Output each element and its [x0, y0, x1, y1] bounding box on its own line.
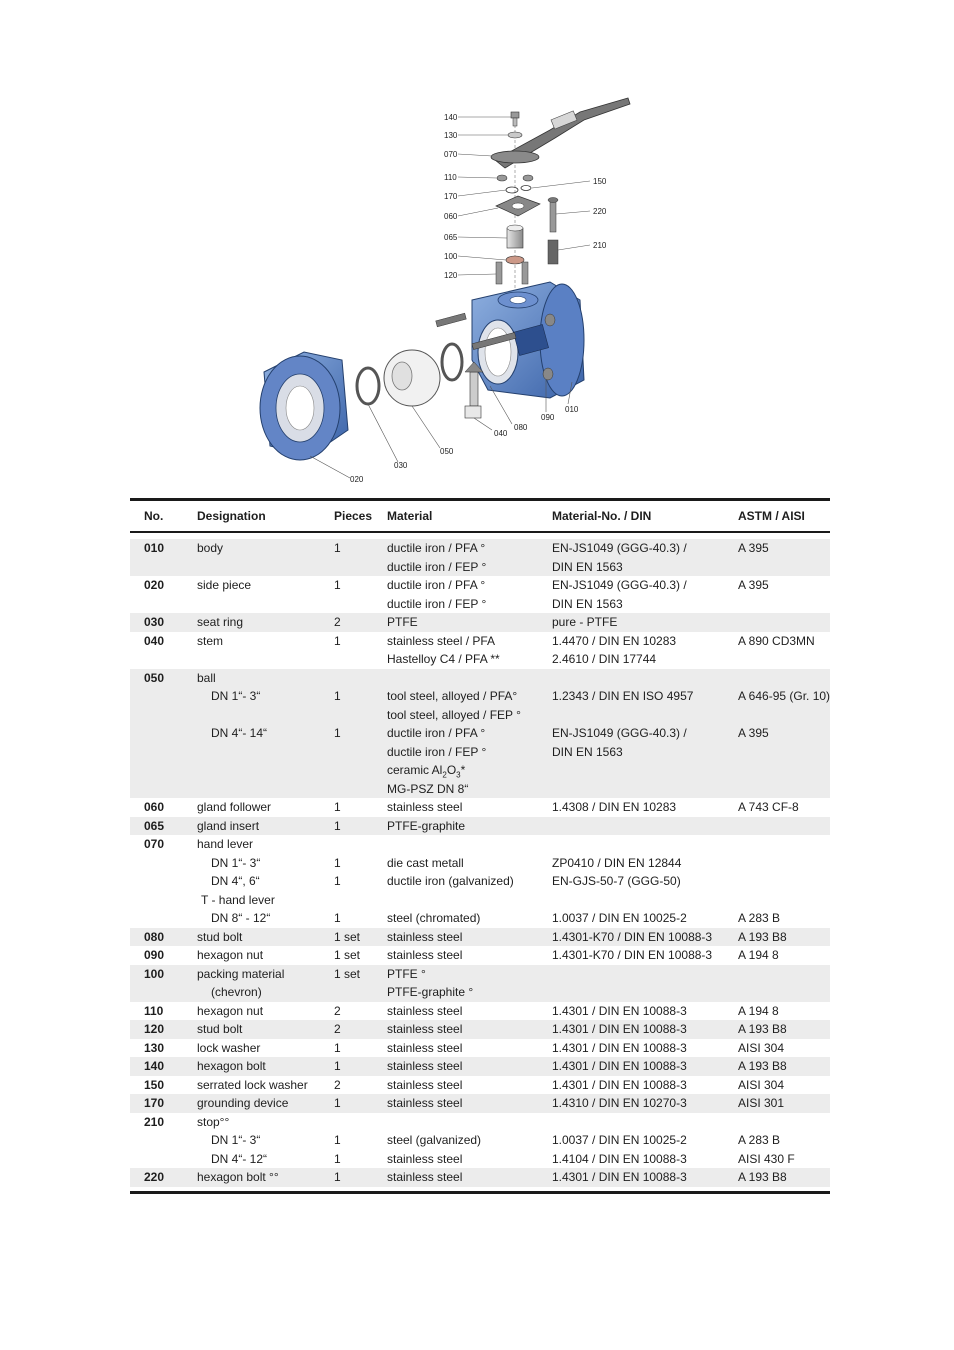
cell-astm-aisi — [738, 669, 830, 688]
cell-pieces: 1 — [334, 855, 341, 870]
callout-label: 130 — [444, 131, 458, 140]
cell-designation: serrated lock washer — [197, 1077, 308, 1092]
cell-material: stainless steel — [387, 1151, 463, 1166]
cell-designation — [197, 780, 334, 799]
callout-label: 040 — [494, 429, 508, 438]
cell-designation: hand lever — [197, 837, 254, 851]
cell-material: PTFE ° — [387, 966, 426, 981]
cell-designation: gland follower — [197, 800, 272, 814]
cell-designation: stud bolt — [197, 1022, 243, 1036]
cell-astm-aisi — [738, 1113, 830, 1132]
cell-material: stainless steel — [387, 929, 463, 944]
cell-material: steel (chromated) — [387, 911, 481, 925]
cell-designation: hexagon bolt °° — [197, 1170, 279, 1184]
cell-designation: packing material — [197, 966, 285, 981]
cell-material: ductile iron (galvanized) — [387, 874, 514, 888]
cell-designation: DN 1“- 3“ — [211, 855, 261, 870]
cell-material-no-din: DIN EN 1563 — [552, 596, 623, 611]
cell-material-no-din — [552, 817, 738, 836]
cell-no: 020 — [144, 578, 165, 592]
cell-material-no-din: EN-GJS-50-7 (GGG-50) — [552, 874, 681, 888]
cell-material-no-din: 1.4301 / DIN EN 10088-3 — [552, 1040, 687, 1055]
cell-astm-aisi: A 283 B — [738, 911, 781, 925]
cell-material: tool steel, alloyed / PFA° — [387, 689, 518, 703]
callout-label: 100 — [444, 252, 458, 261]
cell-designation — [197, 761, 334, 780]
cell-pieces — [334, 743, 387, 762]
cell-no: 100 — [144, 966, 165, 981]
cell-pieces: 1 — [334, 726, 341, 740]
cell-material: PTFE-graphite — [387, 818, 466, 833]
header-designation: Designation — [197, 509, 266, 523]
cell-astm-aisi — [738, 854, 830, 873]
header-astm-aisi: ASTM / AISI — [738, 509, 805, 523]
cell-pieces: 1 — [334, 874, 341, 888]
cell-astm-aisi: AISI 430 F — [738, 1151, 795, 1166]
cell-astm-aisi — [738, 613, 830, 632]
table-row — [130, 1076, 830, 1095]
cell-material-no-din — [552, 891, 738, 910]
cell-astm-aisi — [738, 983, 830, 1002]
cell-designation: ball — [197, 670, 216, 685]
table-row — [130, 946, 830, 965]
cell-material-no-din — [552, 1113, 738, 1132]
cell-astm-aisi: AISI 301 — [738, 1096, 785, 1110]
cell-astm-aisi — [738, 965, 830, 984]
cell-astm-aisi — [738, 706, 830, 725]
cell-material-no-din: 1.4301-K70 / DIN EN 10088-3 — [552, 929, 713, 944]
cell-material-no-din: 1.0037 / DIN EN 10025-2 — [552, 1133, 687, 1147]
cell-no: 030 — [144, 615, 165, 629]
cell-material-no-din: EN-JS1049 (GGG-40.3) / — [552, 726, 687, 740]
table-row — [130, 669, 830, 799]
cell-material-no-din: ZP0410 / DIN EN 12844 — [552, 855, 682, 870]
cell-pieces: 1 — [334, 1151, 341, 1166]
cell-pieces — [334, 983, 387, 1002]
table-row — [130, 928, 830, 947]
cell-material: steel (galvanized) — [387, 1133, 482, 1147]
cell-no: 220 — [144, 1170, 165, 1184]
cell-pieces — [334, 595, 387, 614]
cell-pieces: 1 — [334, 1096, 341, 1110]
cell-astm-aisi: AISI 304 — [738, 1040, 785, 1055]
cell-material-no-din — [552, 983, 738, 1002]
cell-pieces: 1 — [334, 578, 341, 592]
cell-pieces: 2 — [334, 1077, 341, 1092]
cell-pieces: 1 set — [334, 948, 361, 962]
cell-designation: DN 1“- 3“ — [211, 1133, 261, 1147]
cell-pieces — [334, 669, 387, 688]
cell-designation: grounding device — [197, 1096, 289, 1110]
cell-pieces — [334, 650, 387, 669]
callout-label: 065 — [444, 233, 458, 242]
cell-material — [387, 891, 552, 910]
header-material-no-din: Material-No. / DIN — [552, 509, 652, 523]
cell-material: stainless steel — [387, 1059, 463, 1073]
callout-label: 140 — [444, 113, 458, 122]
callout-label: 170 — [444, 192, 458, 201]
cell-material-no-din: DIN EN 1563 — [552, 744, 623, 759]
callout-label: 090 — [541, 413, 555, 422]
cell-astm-aisi: A 395 — [738, 541, 769, 555]
table-row — [130, 835, 830, 928]
cell-material: ductile iron / PFA ° — [387, 578, 486, 592]
cell-pieces: 1 — [334, 1059, 341, 1073]
cell-pieces: 1 — [334, 1133, 341, 1147]
cell-astm-aisi — [738, 558, 830, 577]
cell-material — [387, 835, 552, 854]
cell-pieces: 2 — [334, 1022, 341, 1036]
callout-label: 080 — [514, 423, 528, 432]
cell-designation: DN 4“- 14“ — [211, 726, 268, 740]
cell-astm-aisi: A 646-95 (Gr. 10) — [738, 689, 831, 703]
cell-material: stainless steel — [387, 800, 463, 814]
cell-designation: DN 4“- 12“ — [211, 1151, 268, 1166]
cell-no: 150 — [144, 1077, 165, 1092]
cell-material: ductile iron / FEP ° — [387, 744, 487, 759]
cell-material-no-din: EN-JS1049 (GGG-40.3) / — [552, 541, 687, 555]
cell-material: PTFE — [387, 615, 418, 629]
table-header — [130, 501, 830, 533]
cell-no: 110 — [144, 1003, 164, 1018]
cell-pieces: 1 — [334, 1170, 341, 1184]
cell-pieces: 1 — [334, 1040, 341, 1055]
cell-designation: DN 8“ - 12“ — [211, 911, 271, 925]
table-row — [130, 1002, 830, 1021]
table-row — [130, 798, 830, 817]
cell-pieces: 1 — [334, 800, 341, 814]
cell-no: 120 — [144, 1022, 165, 1036]
cell-material: tool steel, alloyed / FEP ° — [387, 707, 521, 722]
table-row — [130, 632, 830, 669]
cell-no: 010 — [144, 541, 165, 555]
exploded-view-drawing — [250, 90, 670, 482]
cell-material: stainless steel / PFA — [387, 633, 496, 648]
cell-material-no-din: 2.4610 / DIN 17744 — [552, 652, 657, 666]
table-row — [130, 1057, 830, 1076]
cell-material-no-din: 1.4310 / DIN EN 10270-3 — [552, 1096, 687, 1110]
cell-material: stainless steel — [387, 1022, 463, 1036]
cell-designation: DN 4“, 6“ — [211, 874, 260, 888]
cell-designation — [197, 650, 334, 669]
cell-no: 140 — [144, 1059, 165, 1073]
cell-material: MG-PSZ DN 8“ — [387, 781, 469, 796]
cell-material: Hastelloy C4 / PFA ** — [387, 652, 500, 666]
cell-material: stainless steel — [387, 948, 463, 962]
cell-designation: stop°° — [197, 1114, 230, 1129]
cell-pieces: 1 — [334, 911, 341, 925]
cell-pieces — [334, 780, 387, 799]
parts-list-table — [130, 498, 830, 1194]
cell-designation: hexagon bolt — [197, 1059, 266, 1073]
table-row — [130, 539, 830, 576]
cell-material-no-din: 1.2343 / DIN EN ISO 4957 — [552, 689, 694, 703]
cell-material-no-din — [552, 835, 738, 854]
cell-astm-aisi: A 194 8 — [738, 948, 779, 962]
cell-no: 170 — [144, 1096, 165, 1110]
cell-material-no-din: pure - PTFE — [552, 615, 618, 629]
cell-pieces — [334, 706, 387, 725]
cell-astm-aisi — [738, 835, 830, 854]
callout-label: 020 — [350, 475, 364, 482]
cell-material: ductile iron / PFA ° — [387, 541, 486, 555]
cell-astm-aisi: A 395 — [738, 578, 769, 592]
cell-no: 065 — [144, 818, 165, 833]
cell-pieces — [334, 761, 387, 780]
cell-material-no-din: 1.4470 / DIN EN 10283 — [552, 633, 677, 648]
callout-label: 060 — [444, 212, 458, 221]
cell-material-no-din: 1.4308 / DIN EN 10283 — [552, 800, 677, 814]
cell-material-no-din: 1.4301 / DIN EN 10088-3 — [552, 1003, 687, 1018]
callout-label: 110 — [444, 173, 457, 182]
cell-astm-aisi — [738, 817, 830, 836]
cell-astm-aisi — [738, 891, 830, 910]
cell-material — [387, 1113, 552, 1132]
callout-label: 010 — [565, 405, 579, 414]
cell-material-no-din — [552, 761, 738, 780]
cell-no: 090 — [144, 948, 165, 962]
cell-no: 210 — [144, 1114, 165, 1129]
cell-material-no-din — [552, 780, 738, 799]
cell-material-no-din — [552, 706, 738, 725]
cell-astm-aisi: A 743 CF-8 — [738, 800, 799, 814]
header-no: No. — [144, 509, 164, 523]
cell-material: stainless steel — [387, 1077, 463, 1092]
valve-exploded-illustration — [250, 90, 670, 482]
cell-astm-aisi — [738, 761, 830, 780]
cell-material — [387, 669, 552, 688]
cell-no: 060 — [144, 800, 165, 814]
cell-material-no-din: 1.4301 / DIN EN 10088-3 — [552, 1077, 687, 1092]
cell-astm-aisi: A 890 CD3MN — [738, 633, 815, 648]
cell-material-no-din: 1.0037 / DIN EN 10025-2 — [552, 911, 687, 925]
cell-astm-aisi: A 193 B8 — [738, 1170, 787, 1184]
cell-designation — [197, 595, 334, 614]
cell-no: 130 — [144, 1040, 165, 1055]
cell-material-no-din: 1.4104 / DIN EN 10088-3 — [552, 1151, 687, 1166]
table-row — [130, 965, 830, 1002]
cell-material: ductile iron / PFA ° — [387, 726, 486, 740]
table-row — [130, 1094, 830, 1113]
callout-label: 150 — [593, 177, 607, 186]
cell-material-no-din: 1.4301 / DIN EN 10088-3 — [552, 1022, 687, 1036]
cell-material: ductile iron / FEP ° — [387, 596, 487, 611]
cell-material: stainless steel — [387, 1170, 463, 1184]
cell-pieces: 1 — [334, 633, 341, 648]
cell-no: 040 — [144, 633, 165, 648]
cell-designation: side piece — [197, 578, 252, 592]
cell-material: stainless steel — [387, 1003, 463, 1018]
callout-label: 220 — [593, 207, 607, 216]
cell-astm-aisi: A 193 B8 — [738, 929, 787, 944]
callout-label: 030 — [394, 461, 408, 470]
cell-pieces — [334, 1113, 387, 1132]
cell-pieces: 2 — [334, 615, 341, 629]
cell-designation: gland insert — [197, 818, 260, 833]
callout-label: 070 — [444, 150, 458, 159]
cell-designation: (chevron) — [211, 985, 262, 999]
cell-no: 070 — [144, 837, 165, 851]
cell-pieces: 1 — [334, 689, 341, 703]
cell-astm-aisi: AISI 304 — [738, 1077, 785, 1092]
table-row — [130, 1020, 830, 1039]
cell-material: die cast metall — [387, 855, 464, 870]
cell-pieces: 1 — [334, 541, 341, 555]
cell-pieces: 1 — [334, 818, 341, 833]
cell-astm-aisi — [738, 595, 830, 614]
cell-material-no-din: DIN EN 1563 — [552, 559, 623, 574]
cell-designation: hexagon nut — [197, 1003, 264, 1018]
cell-designation: seat ring — [197, 615, 244, 629]
cell-designation: T - hand lever — [201, 892, 275, 907]
cell-material-no-din — [552, 669, 738, 688]
cell-material: PTFE-graphite ° — [387, 985, 474, 999]
table-row — [130, 1113, 830, 1169]
cell-material-no-din: 1.4301 / DIN EN 10088-3 — [552, 1059, 687, 1073]
cell-pieces: 1 set — [334, 929, 361, 944]
cell-astm-aisi — [738, 872, 830, 891]
cell-astm-aisi: A 193 B8 — [738, 1059, 787, 1073]
cell-astm-aisi — [738, 780, 830, 799]
cell-designation: DN 1“- 3“ — [211, 689, 261, 703]
header-material: Material — [387, 509, 433, 523]
cell-material: ductile iron / FEP ° — [387, 559, 487, 574]
cell-material-no-din: EN-JS1049 (GGG-40.3) / — [552, 578, 687, 592]
callout-label: 120 — [444, 271, 458, 280]
cell-material: stainless steel — [387, 1040, 463, 1055]
cell-no: 050 — [144, 670, 165, 685]
table-body — [130, 533, 830, 1191]
cell-designation — [197, 743, 334, 762]
table-row — [130, 1168, 830, 1187]
cell-astm-aisi — [738, 743, 830, 762]
table-row — [130, 576, 830, 613]
cell-pieces: 2 — [334, 1003, 341, 1018]
cell-pieces — [334, 835, 387, 854]
cell-designation: stem — [197, 633, 224, 648]
header-pieces: Pieces — [334, 509, 373, 523]
callout-label: 210 — [593, 241, 607, 250]
cell-astm-aisi: A 395 — [738, 726, 769, 740]
cell-designation — [197, 558, 334, 577]
callout-label: 050 — [440, 447, 454, 456]
table-row — [130, 1039, 830, 1058]
cell-material-no-din: 1.4301 / DIN EN 10088-3 — [552, 1170, 687, 1184]
cell-material: ceramic $Al_2O_3*$ — [387, 763, 466, 780]
cell-no: 080 — [144, 929, 165, 944]
cell-material-no-din: 1.4301-K70 / DIN EN 10088-3 — [552, 948, 713, 962]
cell-designation: lock washer — [197, 1040, 261, 1055]
cell-pieces: 1 set — [334, 966, 361, 981]
table-row — [130, 613, 830, 632]
cell-designation — [197, 706, 334, 725]
cell-material-no-din — [552, 965, 738, 984]
cell-material: stainless steel — [387, 1096, 463, 1110]
cell-astm-aisi: A 194 8 — [738, 1003, 779, 1018]
cell-astm-aisi: A 283 B — [738, 1133, 781, 1147]
cell-astm-aisi — [738, 650, 830, 669]
cell-pieces — [334, 891, 387, 910]
cell-designation: hexagon nut — [197, 948, 264, 962]
cell-astm-aisi: A 193 B8 — [738, 1022, 787, 1036]
cell-pieces — [334, 558, 387, 577]
cell-designation: stud bolt — [197, 929, 243, 944]
table-row — [130, 817, 830, 836]
cell-designation: body — [197, 541, 224, 555]
